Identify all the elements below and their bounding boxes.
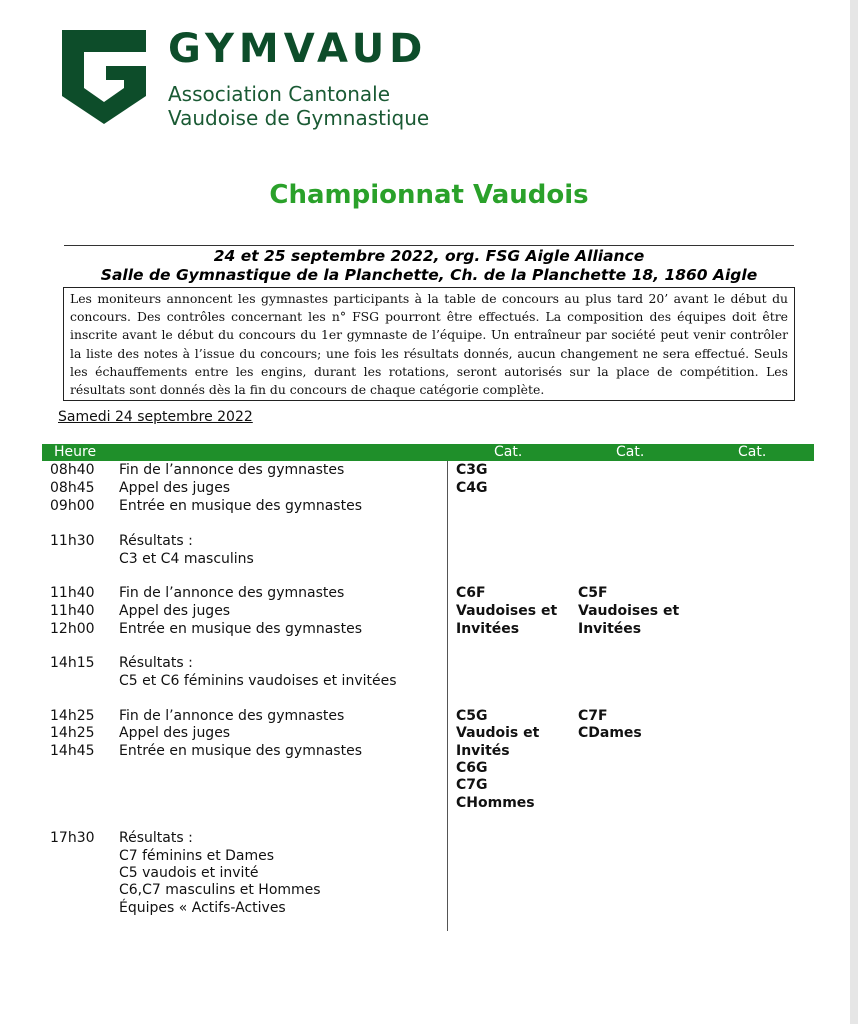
row-desc: Fin de l’annonce des gymnastes — [119, 462, 345, 478]
category-c6f: C6F — [456, 585, 486, 601]
row-time: 11h30 — [50, 533, 95, 549]
row-time: 08h45 — [50, 480, 95, 496]
title-divider — [64, 245, 794, 246]
row-desc: Entrée en musique des gymnastes — [119, 621, 362, 637]
category-c5g: C5G — [456, 708, 488, 724]
row-time: 14h45 — [50, 743, 95, 759]
row-time: 09h00 — [50, 498, 95, 514]
logo-subtitle — [168, 82, 429, 130]
header-cat-3: Cat. — [738, 444, 767, 460]
event-location: Salle de Gymnastique de la Planchette, Ch. de la Planchette 18, 1860 Aigle — [100, 266, 758, 284]
column-divider — [447, 461, 448, 931]
category-text: Invitées — [456, 621, 520, 637]
row-desc: C6,C7 masculins et Hommes — [119, 882, 321, 898]
row-time: 14h25 — [50, 725, 95, 741]
row-desc: C7 féminins et Dames — [119, 848, 275, 864]
row-time: 14h15 — [50, 655, 95, 671]
header-heure: Heure — [54, 444, 97, 460]
page-edge — [850, 0, 858, 1024]
category-c5f: C5F — [578, 585, 608, 601]
row-time: 14h25 — [50, 708, 95, 724]
row-desc: Entrée en musique des gymnastes — [119, 498, 362, 514]
row-desc: Entrée en musique des gymnastes — [119, 743, 362, 759]
row-desc: Appel des juges — [119, 480, 231, 496]
category-text: Invitées — [578, 621, 642, 637]
category-text: Vaudois et — [456, 725, 540, 741]
event-dates: 24 et 25 septembre 2022, org. FSG Aigle Alliance — [213, 247, 645, 265]
category-text: Vaudoises et — [456, 603, 558, 619]
category-c3g: C3G — [456, 462, 488, 478]
table-header — [42, 444, 814, 461]
category-c4g: C4G — [456, 480, 488, 496]
logo-name: GYMVAUD — [168, 26, 428, 72]
category-c7f: C7F — [578, 708, 608, 724]
category-cdames: CDames — [578, 725, 642, 741]
gymvaud-logo — [58, 26, 430, 130]
header-cat-1: Cat. — [494, 444, 523, 460]
category-chommes: CHommes — [456, 795, 535, 811]
row-desc: Résultats : — [119, 533, 193, 549]
logo-subtitle-line2: Vaudoise de Gymnastique — [168, 106, 430, 130]
row-desc: Fin de l’annonce des gymnastes — [119, 708, 345, 724]
category-text: Vaudoises et — [578, 603, 680, 619]
row-desc: Résultats : — [119, 830, 193, 846]
row-desc: Fin de l’annonce des gymnastes — [119, 585, 345, 601]
row-desc: Équipes « Actifs-Actives — [119, 900, 286, 916]
row-desc: C5 et C6 féminins vaudoises et invitées — [119, 673, 397, 689]
schedule-date: Samedi 24 septembre 2022 — [58, 409, 253, 425]
category-text: Invités — [456, 743, 510, 759]
header-cat-2: Cat. — [616, 444, 645, 460]
gymvaud-shield-icon — [58, 26, 150, 126]
rules-notice: Les moniteurs annoncent les gymnastes participants à la table de concours au plus tard 20’ avant le début du concours. Des contrôles concernant les n° FSG pourront être effectués. La composition des équipes doit être inscrite avant le début du concours du 1er gymnaste de l’équipe. Un entraîneur par société peut venir contrôler la liste des notes à l’issue du concours; une fois les résultats donnés, aucun changement ne sera effectué. Seuls les échauffements entre les engins, durant les rotations, seront autorisés sur la place de compétition. Les résultats sont donnés dès la fin du concours de chaque catégorie complète. — [63, 287, 795, 401]
row-desc: Appel des juges — [119, 603, 231, 619]
row-time: 11h40 — [50, 603, 95, 619]
row-time: 17h30 — [50, 830, 95, 846]
row-time: 12h00 — [50, 621, 95, 637]
row-desc: Appel des juges — [119, 725, 231, 741]
logo-subtitle-line1: Association Cantonale — [168, 82, 391, 106]
page-title: Championnat Vaudois — [269, 180, 589, 210]
category-c6g: C6G — [456, 760, 488, 776]
row-desc: C3 et C4 masculins — [119, 551, 254, 567]
category-c7g: C7G — [456, 777, 488, 793]
row-desc: Résultats : — [119, 655, 193, 671]
row-time: 11h40 — [50, 585, 95, 601]
row-desc: C5 vaudois et invité — [119, 865, 259, 881]
row-time: 08h40 — [50, 462, 95, 478]
